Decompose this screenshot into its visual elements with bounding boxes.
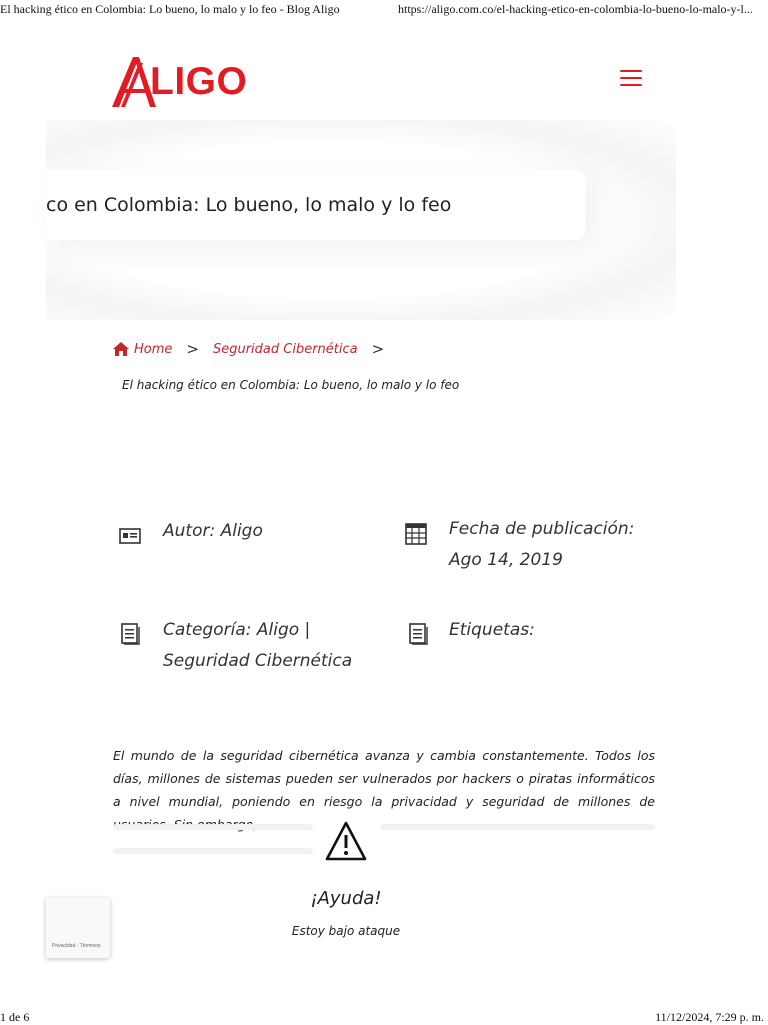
page-title: co en Colombia: Lo bueno, lo malo y lo feo (46, 194, 452, 216)
meta-date-value: Ago 14, 2019 (449, 550, 563, 570)
recaptcha-links[interactable]: Privacidad - Términos (52, 943, 101, 949)
print-footer (0, 1008, 768, 1024)
calendar-icon (404, 522, 428, 546)
faded-text-line (113, 848, 313, 854)
breadcrumb-separator: > (371, 340, 385, 358)
meta-category (163, 615, 352, 677)
breadcrumb (112, 340, 398, 358)
print-page-title: El hacking ético en Colombia: Lo bueno, lo malo y lo feo - Blog Aligo (0, 2, 340, 16)
help-popup-title[interactable]: ¡Ayuda! (310, 888, 382, 909)
hamburger-menu-icon[interactable] (620, 70, 642, 90)
faded-text-line (113, 824, 313, 830)
meta-category-value[interactable]: Seguridad Cibernética (163, 651, 353, 671)
document-icon (118, 622, 142, 646)
breadcrumb-current: El hacking ético en Colombia: Lo bueno, lo malo y lo feo (122, 378, 460, 392)
breadcrumb-category-link[interactable]: Seguridad Cibernética (212, 341, 358, 357)
meta-tags (449, 615, 535, 646)
print-header (0, 0, 768, 18)
breadcrumb-home-link[interactable]: Home (134, 341, 173, 357)
meta-date (449, 514, 634, 576)
meta-tags-label: Etiquetas: (449, 620, 535, 640)
aligo-logo[interactable] (112, 56, 247, 108)
article-intro: El mundo de la seguridad cibernética avanza y cambia constantemente. Todos los días, millones de sistemas pueden ser vulnerados por hackers o piratas informáticos a nivel mundial, poniendo en riesgo la privacidad y seguridad de millones de (113, 748, 655, 809)
home-icon[interactable] (112, 341, 130, 357)
meta-category-label[interactable]: Categoría: Aligo | (163, 620, 311, 640)
faded-text-line (380, 824, 655, 830)
document-icon (406, 622, 430, 646)
help-popup-subtitle[interactable]: Estoy bajo ataque (291, 924, 401, 938)
breadcrumb-separator: > (186, 340, 199, 358)
print-datetime: 11/12/2024, 7:29 p. m. (655, 1010, 764, 1024)
meta-date-label: Fecha de publicación: (449, 519, 635, 539)
meta-author-text[interactable]: Autor: Aligo (163, 521, 263, 541)
print-page-number: 1 de 6 (0, 1010, 30, 1024)
meta-author (163, 516, 263, 547)
warning-icon[interactable] (324, 820, 368, 862)
id-card-icon (118, 524, 142, 548)
recaptcha-badge[interactable] (46, 898, 110, 958)
print-page-url: https://aligo.com.co/el-hacking-etico-en-colombia-lo-bueno-lo-malo-y-l... (398, 2, 753, 16)
logo-wordmark: LIGO (150, 60, 248, 103)
site-header (0, 40, 768, 120)
